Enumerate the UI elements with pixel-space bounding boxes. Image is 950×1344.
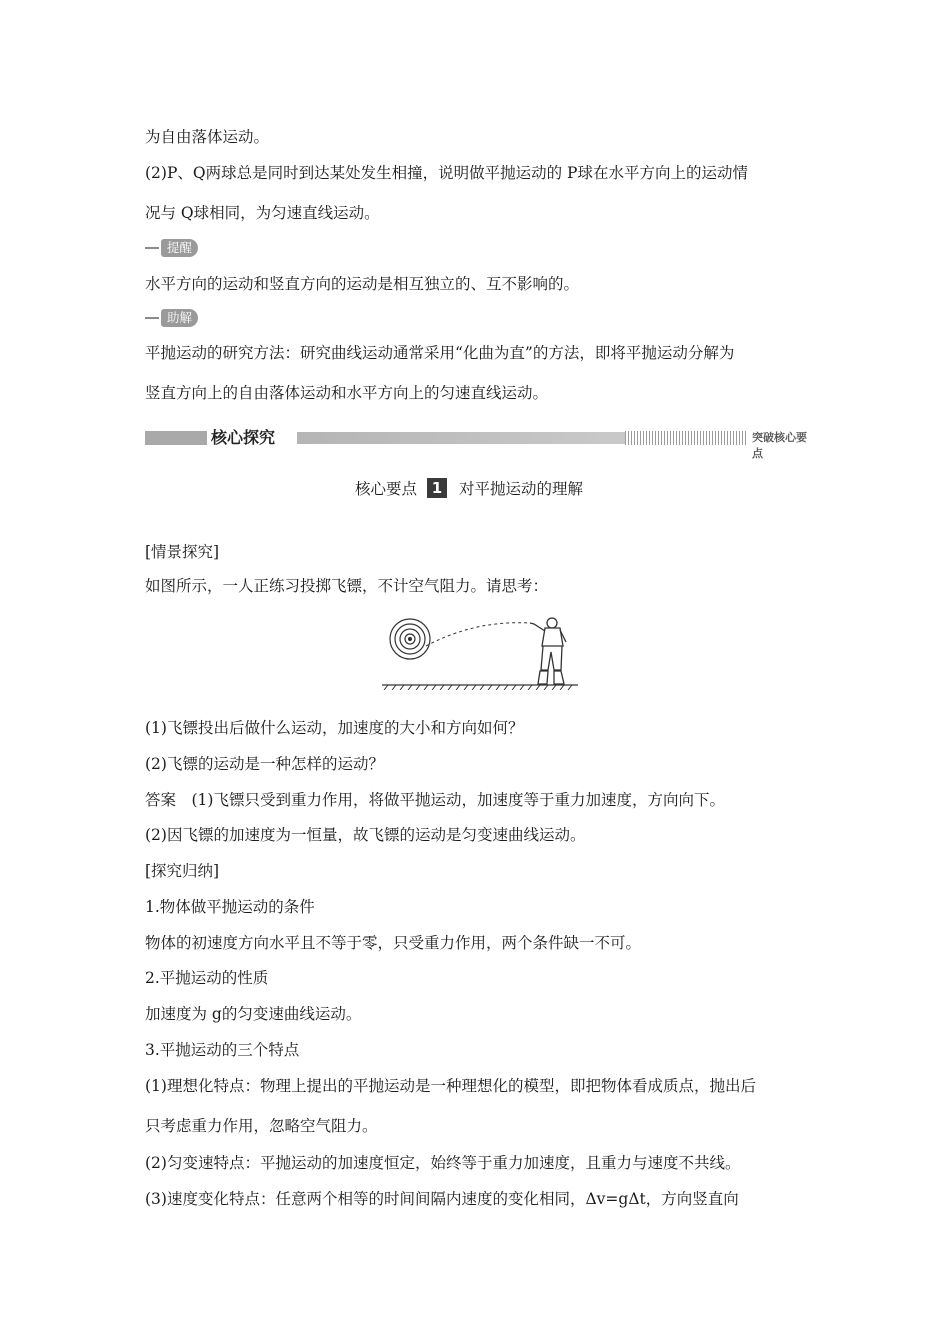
banner-bar — [297, 432, 625, 444]
text-line: (2)P、Q两球总是同时到达某处发生相撞，说明做平抛运动的 P球在水平方向上的运动情 — [145, 164, 748, 182]
text-line: [探究归纳] — [145, 862, 220, 880]
text-line: (1)飞镖投出后做什么运动，加速度的大小和方向如何？ — [145, 719, 524, 737]
text-line: 加速度为 g的匀变速曲线运动。 — [145, 1005, 362, 1023]
heading-line: 3.平抛运动的三个特点 — [145, 1041, 300, 1059]
keypoint-number: 1 — [427, 478, 447, 498]
text-line: (2)匀变速特点：平抛运动的加速度恒定，始终等于重力加速度，且重力与速度不共线。 — [145, 1154, 741, 1172]
dartboard — [390, 619, 430, 659]
heading-line: 1.物体做平抛运动的条件 — [145, 898, 315, 916]
tag-dash — [145, 317, 159, 319]
text-line: (1)理想化特点：物理上提出的平抛运动是一种理想化的模型，即把物体看成质点，抛出后 — [145, 1077, 756, 1095]
text-line: 平抛运动的研究方法：研究曲线运动通常采用“化曲为直”的方法，即将平抛运动分解为 — [145, 344, 735, 362]
text-line: 竖直方向上的自由落体运动和水平方向上的匀速直线运动。 — [145, 384, 549, 402]
reminder-tag — [145, 239, 198, 257]
text-line: (2)因飞镖的加速度为一恒量，故飞镖的运动是匀变速曲线运动。 — [145, 826, 586, 844]
section-banner — [145, 428, 813, 460]
banner-block — [145, 431, 207, 445]
text-line: [情景探究] — [145, 543, 220, 561]
ground-hatching — [384, 685, 572, 690]
heading-line: 2.平抛运动的性质 — [145, 969, 269, 987]
keypoint-prefix: 核心要点 — [355, 480, 418, 498]
text-line: 为自由落体运动。 — [145, 128, 270, 146]
text-line: 物体的初速度方向水平且不等于零，只受重力作用，两个条件缺一不可。 — [145, 934, 642, 952]
banner-subtitle: 突破核心要点 — [748, 430, 813, 462]
text-line: 如图所示，一人正练习投掷飞镖，不计空气阻力。请思考： — [145, 577, 549, 595]
dart-trajectory — [426, 623, 530, 646]
answer-line: 答案 (1)飞镖只受到重力作用，将做平抛运动，加速度等于重力加速度，方向向下。 — [145, 791, 725, 809]
text-line: 水平方向的运动和竖直方向的运动是相互独立的、互不影响的。 — [145, 275, 580, 293]
text-line: (2)飞镖的运动是一种怎样的运动？ — [145, 755, 384, 773]
text-line: 况与 Q球相同，为匀速直线运动。 — [145, 204, 380, 222]
dart-thrower-figure — [380, 610, 580, 690]
thrower-person — [530, 618, 566, 684]
text-line: (3)速度变化特点：任意两个相等的时间间隔内速度的变化相同，Δv=gΔt，方向竖直向 — [145, 1190, 739, 1208]
tag-dash — [145, 247, 159, 249]
text-line: 只考虑重力作用，忽略空气阻力。 — [145, 1117, 378, 1135]
reminder-label: 提醒 — [161, 239, 198, 257]
help-tag — [145, 309, 198, 327]
help-label: 助解 — [161, 309, 198, 327]
keypoint-heading — [355, 476, 583, 500]
banner-title: 核心探究 — [211, 428, 276, 447]
keypoint-title: 对平抛运动的理解 — [459, 480, 584, 498]
